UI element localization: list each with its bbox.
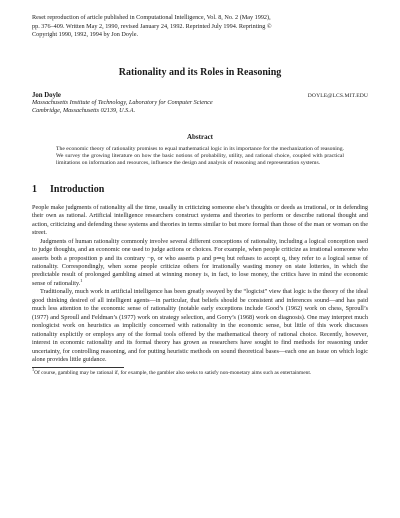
section-body xyxy=(32,204,368,365)
footnote-text: Of course, gambling may be rational if, for example, the gambler also seeks to satisfy non-monetary aims such as entertainment. xyxy=(34,370,312,377)
footnote-reference: 1 xyxy=(80,277,83,283)
footnote-divider xyxy=(32,367,124,368)
section-title: Introduction xyxy=(50,183,105,195)
author-address: Cambridge, Massachusetts 02139, U.S.A. xyxy=(32,107,136,115)
section-number: 1 xyxy=(32,183,37,195)
paragraph: Traditionally, much work in artificial intelligence has been greatly swayed by the “logicist” view that logic is the theory of the ideal good thinking desired of all intelligent agents—in particular, that beliefs should be consistent and inferences sound—and has paid much less attention to the economic sense of rationality (notable early exceptions include Good’s (1962) work on chess, Sproull’s (1977) and Sproull and Feldman’s (1977) work on strategy selection, and Gorry’s (1968) work on diagnosis). One may interpret much nonlogicist work on heuristics as implicitly concerned with rationality in the economic sense, but little of this work discusses rationality explicitly or employs any of the formal tools offered by the mathematical theory of rational choice. Recently, however, interest in economic rationality and its formal theory has grown as researchers have sought to find methods for reasoning under uncertainty, for controlling reasoning, and for putting heuristic methods on sound theoretical bases—each one an issue on which logic alone provides little guidance. xyxy=(32,288,368,363)
publication-note-line: pp. 376–409. Written May 2, 1990, revised January 24, 1992. Reprinted July 1994. Reprinting © xyxy=(32,22,272,30)
publication-note-line: Copyright 1990, 1992, 1994 by Jon Doyle. xyxy=(32,31,139,39)
abstract-text: The economic theory of rationality promises to equal mathematical logic in its importance for the mechanization of reasoning. We survey the growing literature on how the basic notions of probability, utility, and rational choice, coupled with practical limitations on information and resources, influence the design and analysis of reasoning and representation systems. xyxy=(56,145,344,167)
paragraph: People make judgments of rationality all the time, usually in criticizing someone else’s thoughts or deeds as irrational, or in defending their own as rational. Artificial intelligence researchers construct systems and theories to perform or describe rational thought and action, criticizing and defending these systems and theories in terms similar to but more formal than those of the man or woman on the street. xyxy=(32,203,368,237)
abstract-heading: Abstract xyxy=(186,132,214,141)
publication-note-line: Reset reproduction of article published in Computational Intelligence, Vol. 8, No. 2 (May 1992), xyxy=(32,14,271,21)
author-block xyxy=(32,92,368,116)
paragraph xyxy=(32,238,368,289)
footnote xyxy=(32,367,368,377)
section-heading xyxy=(32,184,368,195)
author-affiliation: Massachusetts Institute of Technology, Laboratory for Computer Science xyxy=(32,98,213,106)
author-name: Jon Doyle xyxy=(32,91,61,99)
footnote-marker: 1 xyxy=(32,367,35,373)
author-email: DOYLE@LCS.MIT.EDU xyxy=(307,92,368,99)
publication-note xyxy=(32,14,368,40)
author-row xyxy=(32,92,368,99)
paper-title: Rationality and its Roles in Reasoning xyxy=(118,66,282,78)
paragraph-text: Judgments of human rationality commonly involve several different conceptions of rationality, including a logical conception used to judge thoughts, and an economic one used to judge actions or choices. For example, when people criticize as irrational someone who asserts both a proposition p and its contrary ¬p, or who asserts p and p⇒q but refuses to accept q, they refer to a logical sense of rationality. Correspondingly, when some people criticize others for irrationally wasting money on state lotteries, in which the predictable result of prolonged gambling aimed at winning money is, in fact, to lose money, the critics have in mind the economic sense of rationality. xyxy=(32,237,368,287)
